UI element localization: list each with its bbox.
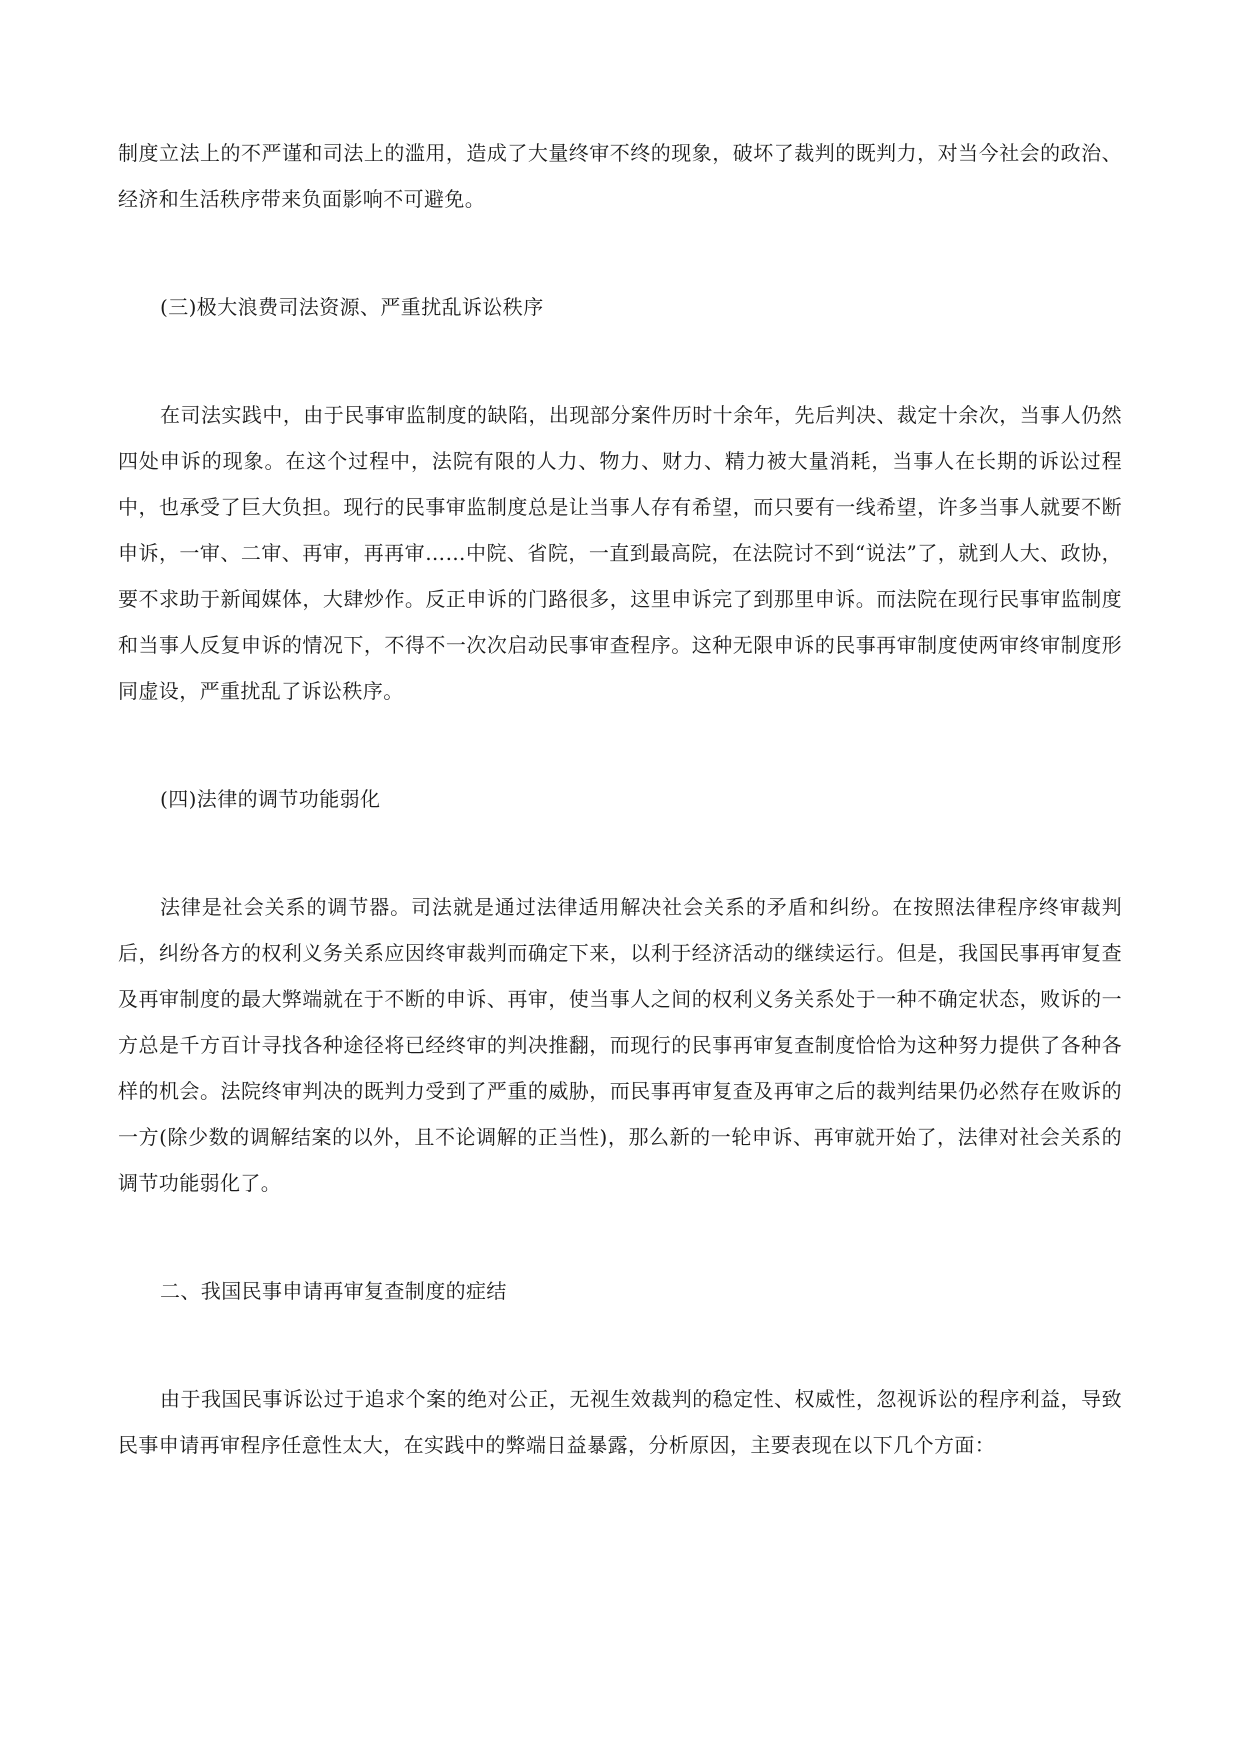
section-heading-4: (四)法律的调节功能弱化 <box>160 787 381 811</box>
paragraph-continuation: 制度立法上的不严谨和司法上的滥用，造成了大量终审不终的现象，破坏了裁判的既判力，对当今社会的政治、经济和生活秩序带来负面影响不可避免。 <box>118 141 1122 211</box>
section-heading-part-2: 二、我国民事申请再审复查制度的症结 <box>160 1279 507 1303</box>
paragraph-law-regulation: 法律是社会关系的调节器。司法就是通过法律适用解决社会关系的矛盾和纠纷。在按照法律程序终审裁判后，纠纷各方的权利义务关系应因终审裁判而确定下来，以利于经济活动的继续运行。但是，我国民事再审复查及再审制度的最大弊端就在于不断的申诉、再审，使当事人之间的权利义务关系处于一种不确定状态，败诉的一方总是千方百计寻找各种途径将已经终审的判决推翻，而现行的民事再审复查制度恰恰为这种努力提供了各种各样的机会。法院终审判决的既判力受到了严重的威胁，而民事再审复查及再审之后的裁判结果仍必然存在败诉的一方(除少数的调解结案的以外，且不论调解的正当性)，那么新的一轮申诉、再审就开始了，法律对社会关系的调节功能弱化了。 <box>118 895 1122 1195</box>
document-body <box>118 130 1122 1530</box>
section-heading-3: (三)极大浪费司法资源、严重扰乱诉讼秩序 <box>160 295 544 319</box>
paragraph-root-causes: 由于我国民事诉讼过于追求个案的绝对公正，无视生效裁判的稳定性、权威性，忽视诉讼的程序利益，导致民事申请再审程序任意性太大，在实践中的弊端日益暴露，分析原因，主要表现在以下几个方面： <box>118 1387 1122 1457</box>
paragraph-judicial-resources: 在司法实践中，由于民事审监制度的缺陷，出现部分案件历时十余年，先后判决、裁定十余次，当事人仍然四处申诉的现象。在这个过程中，法院有限的人力、物力、财力、精力被大量消耗，当事人在长期的诉讼过程中，也承受了巨大负担。现行的民事审监制度总是让当事人存有希望，而只要有一线希望，许多当事人就要不断申诉，一审、二审、再审，再再审……中院、省院，一直到最高院，在法院讨不到“说法”了，就到人大、政协，要不求助于新闻媒体，大肆炒作。反正申诉的门路很多，这里申诉完了到那里申诉。而法院在现行民事审监制度和当事人反复申诉的情况下，不得不一次次启动民事审查程序。这种无限申诉的民事再审制度使两审终审制度形同虚设，严重扰乱了诉讼秩序。 <box>118 403 1122 703</box>
